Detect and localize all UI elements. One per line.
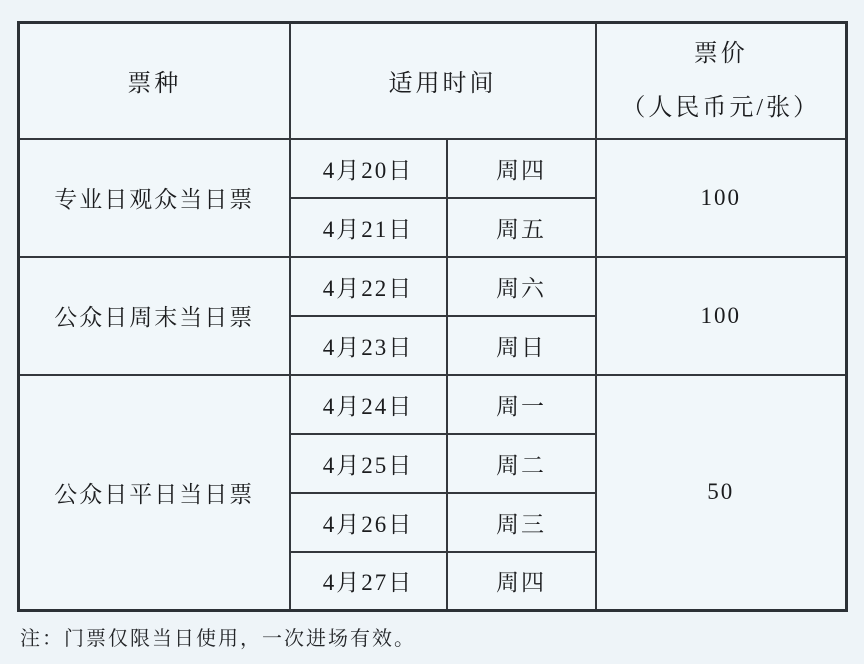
ticket-price-table xyxy=(17,21,848,612)
table-row xyxy=(19,375,847,434)
date-cell: 4月23日 xyxy=(290,316,447,375)
col-header-applicable-time: 适用时间 xyxy=(290,23,596,139)
price-public-weekday: 50 xyxy=(596,375,847,611)
weekday-cell: 周四 xyxy=(447,552,596,611)
weekday-cell: 周日 xyxy=(447,316,596,375)
weekday-cell: 周四 xyxy=(447,139,596,198)
ticket-type-public-weekday: 公众日平日当日票 xyxy=(19,375,290,611)
weekday-cell: 周六 xyxy=(447,257,596,316)
col-header-ticket-type: 票种 xyxy=(19,23,290,139)
date-cell: 4月26日 xyxy=(290,493,447,552)
col-header-price xyxy=(596,23,847,139)
table-header-row xyxy=(19,23,847,139)
date-cell: 4月24日 xyxy=(290,375,447,434)
ticket-type-public-weekend: 公众日周末当日票 xyxy=(19,257,290,375)
date-cell: 4月25日 xyxy=(290,434,447,493)
price-public-weekend: 100 xyxy=(596,257,847,375)
date-cell: 4月20日 xyxy=(290,139,447,198)
price-header-title: 票价 xyxy=(693,40,748,67)
price-professional-day: 100 xyxy=(596,139,847,257)
weekday-cell: 周二 xyxy=(447,434,596,493)
price-header-unit: （人民币元/张） xyxy=(621,94,821,121)
footnote: 注：门票仅限当日使用，一次进场有效。 xyxy=(20,628,416,650)
date-cell: 4月22日 xyxy=(290,257,447,316)
date-cell: 4月21日 xyxy=(290,198,447,257)
table-row xyxy=(19,257,847,316)
weekday-cell: 周三 xyxy=(447,493,596,552)
ticket-type-professional-day: 专业日观众当日票 xyxy=(19,139,290,257)
weekday-cell: 周五 xyxy=(447,198,596,257)
weekday-cell: 周一 xyxy=(447,375,596,434)
date-cell: 4月27日 xyxy=(290,552,447,611)
table-row xyxy=(19,139,847,198)
